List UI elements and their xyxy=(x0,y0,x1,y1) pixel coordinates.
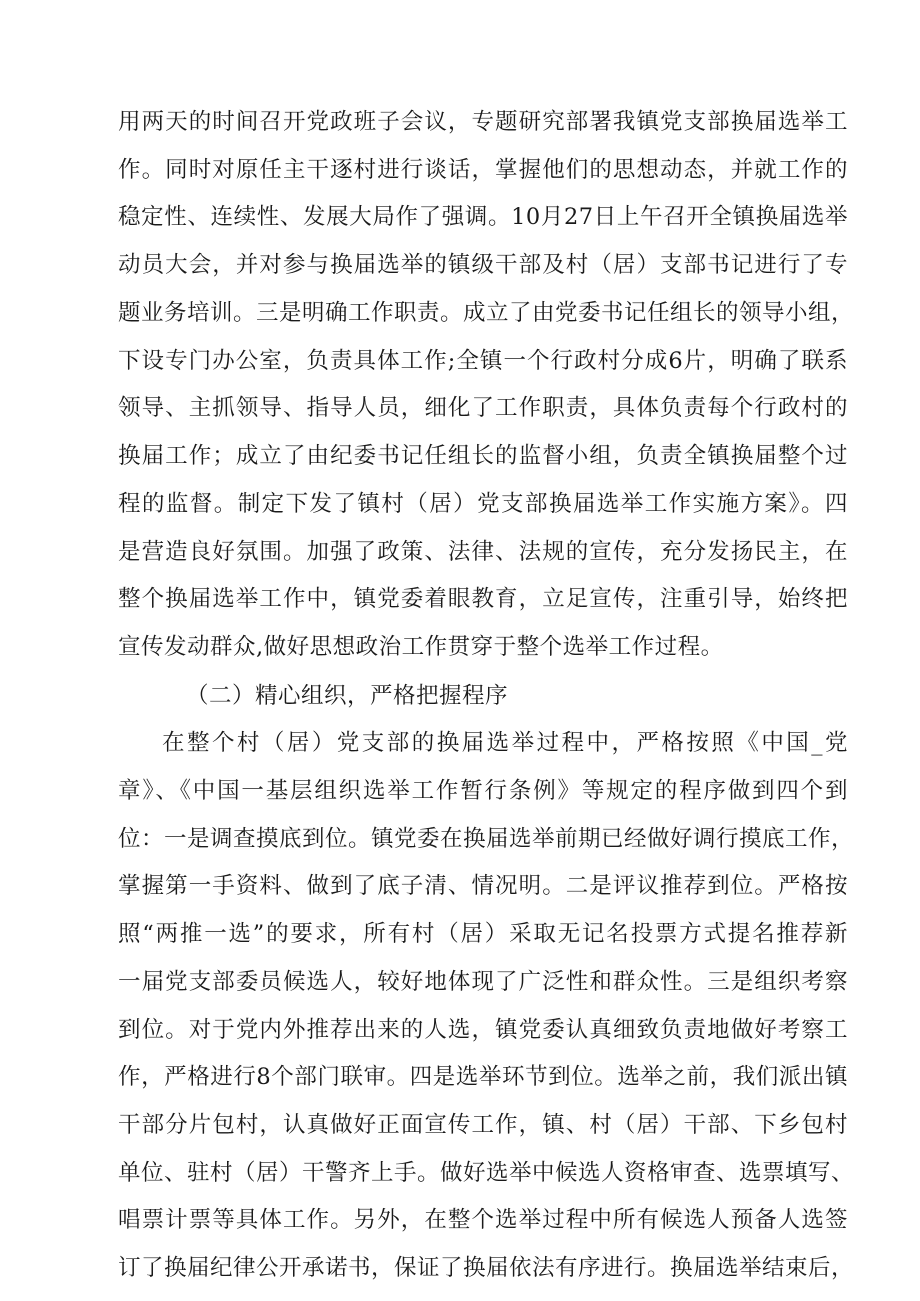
text-line: 是营造良好氛围。加强了政策、法律、法规的宣传，充分发扬民主，在 xyxy=(118,539,848,565)
text-line: 一届党支部委员候选人，较好地体现了广泛性和群众性。三是组织考察 xyxy=(118,969,848,995)
text-line: 单位、驻村（居）干警齐上手。做好选举中候选人资格审查、选票填写、 xyxy=(118,1160,855,1186)
text-line: 章》、《中国一基层组织选举工作暂行条例》等规定的程序做到四个到 xyxy=(118,778,848,804)
text-line: 程的监督。制定下发了镇村（居）党支部换届选举工作实施方案》。四 xyxy=(118,491,848,517)
text-line: 题业务培训。三是明确工作职责。成立了由党委书记任组长的领导小组， xyxy=(118,300,855,326)
text-line: 掌握第一手资料、做到了底子清、情况明。二是评议推荐到位。严格按 xyxy=(118,873,848,899)
text-line: 在整个村（居）党支部的换届选举过程中，严格按照《中国_党 xyxy=(162,730,848,756)
text-line: 整个换届选举工作中，镇党委着眼教育，立足宣传，注重引导，始终把 xyxy=(118,586,848,612)
text-line: 干部分片包村，认真做好正面宣传工作，镇、村（居）干部、下乡包村 xyxy=(118,1112,848,1138)
text-line: 换届工作；成立了由纪委书记任组长的监督小组，负责全镇换届整个过 xyxy=(118,443,848,469)
text-line: 动员大会，并对参与换届选举的镇级干部及村（居）支部书记进行了专 xyxy=(118,252,848,278)
text-line: 照“两推一选”的要求，所有村（居）采取无记名投票方式提名推荐新 xyxy=(118,921,848,947)
text-line: 位：一是调查摸底到位。镇党委在换届选举前期已经做好调行摸底工作， xyxy=(118,826,855,852)
text-line: 下设专门办公室，负责具体工作;全镇一个行政村分成6片，明确了联系 xyxy=(118,348,848,374)
text-line: 作。同时对原任主干逐村进行谈话，掌握他们的思想动态，并就工作的 xyxy=(118,157,848,183)
text-line: 用两天的时间召开党政班子会议，专题研究部署我镇党支部换届选举工 xyxy=(118,109,848,135)
text-line: 到位。对于党内外推荐出来的人选，镇党委认真细致负责地做好考察工 xyxy=(118,1017,848,1043)
text-line: 订了换届纪律公开承诺书，保证了换届依法有序进行。换届选举结束后， xyxy=(118,1255,855,1281)
text-line: 宣传发动群众,做好思想政治工作贯穿于整个选举工作过程。 xyxy=(118,634,724,660)
text-line: 稳定性、连续性、发展大局作了强调。10月27日上午召开全镇换届选举 xyxy=(118,204,848,230)
text-line: 领导、主抓领导、指导人员，细化了工作职责，具体负责每个行政村的 xyxy=(118,395,848,421)
text-line: 唱票计票等具体工作。另外，在整个选举过程中所有候选人预备人选签 xyxy=(118,1207,848,1233)
section-heading: （二）精心组织，严格把握程序 xyxy=(186,683,509,709)
text-line: 作，严格进行8个部门联审。四是选举环节到位。选举之前，我们派出镇 xyxy=(118,1064,848,1090)
